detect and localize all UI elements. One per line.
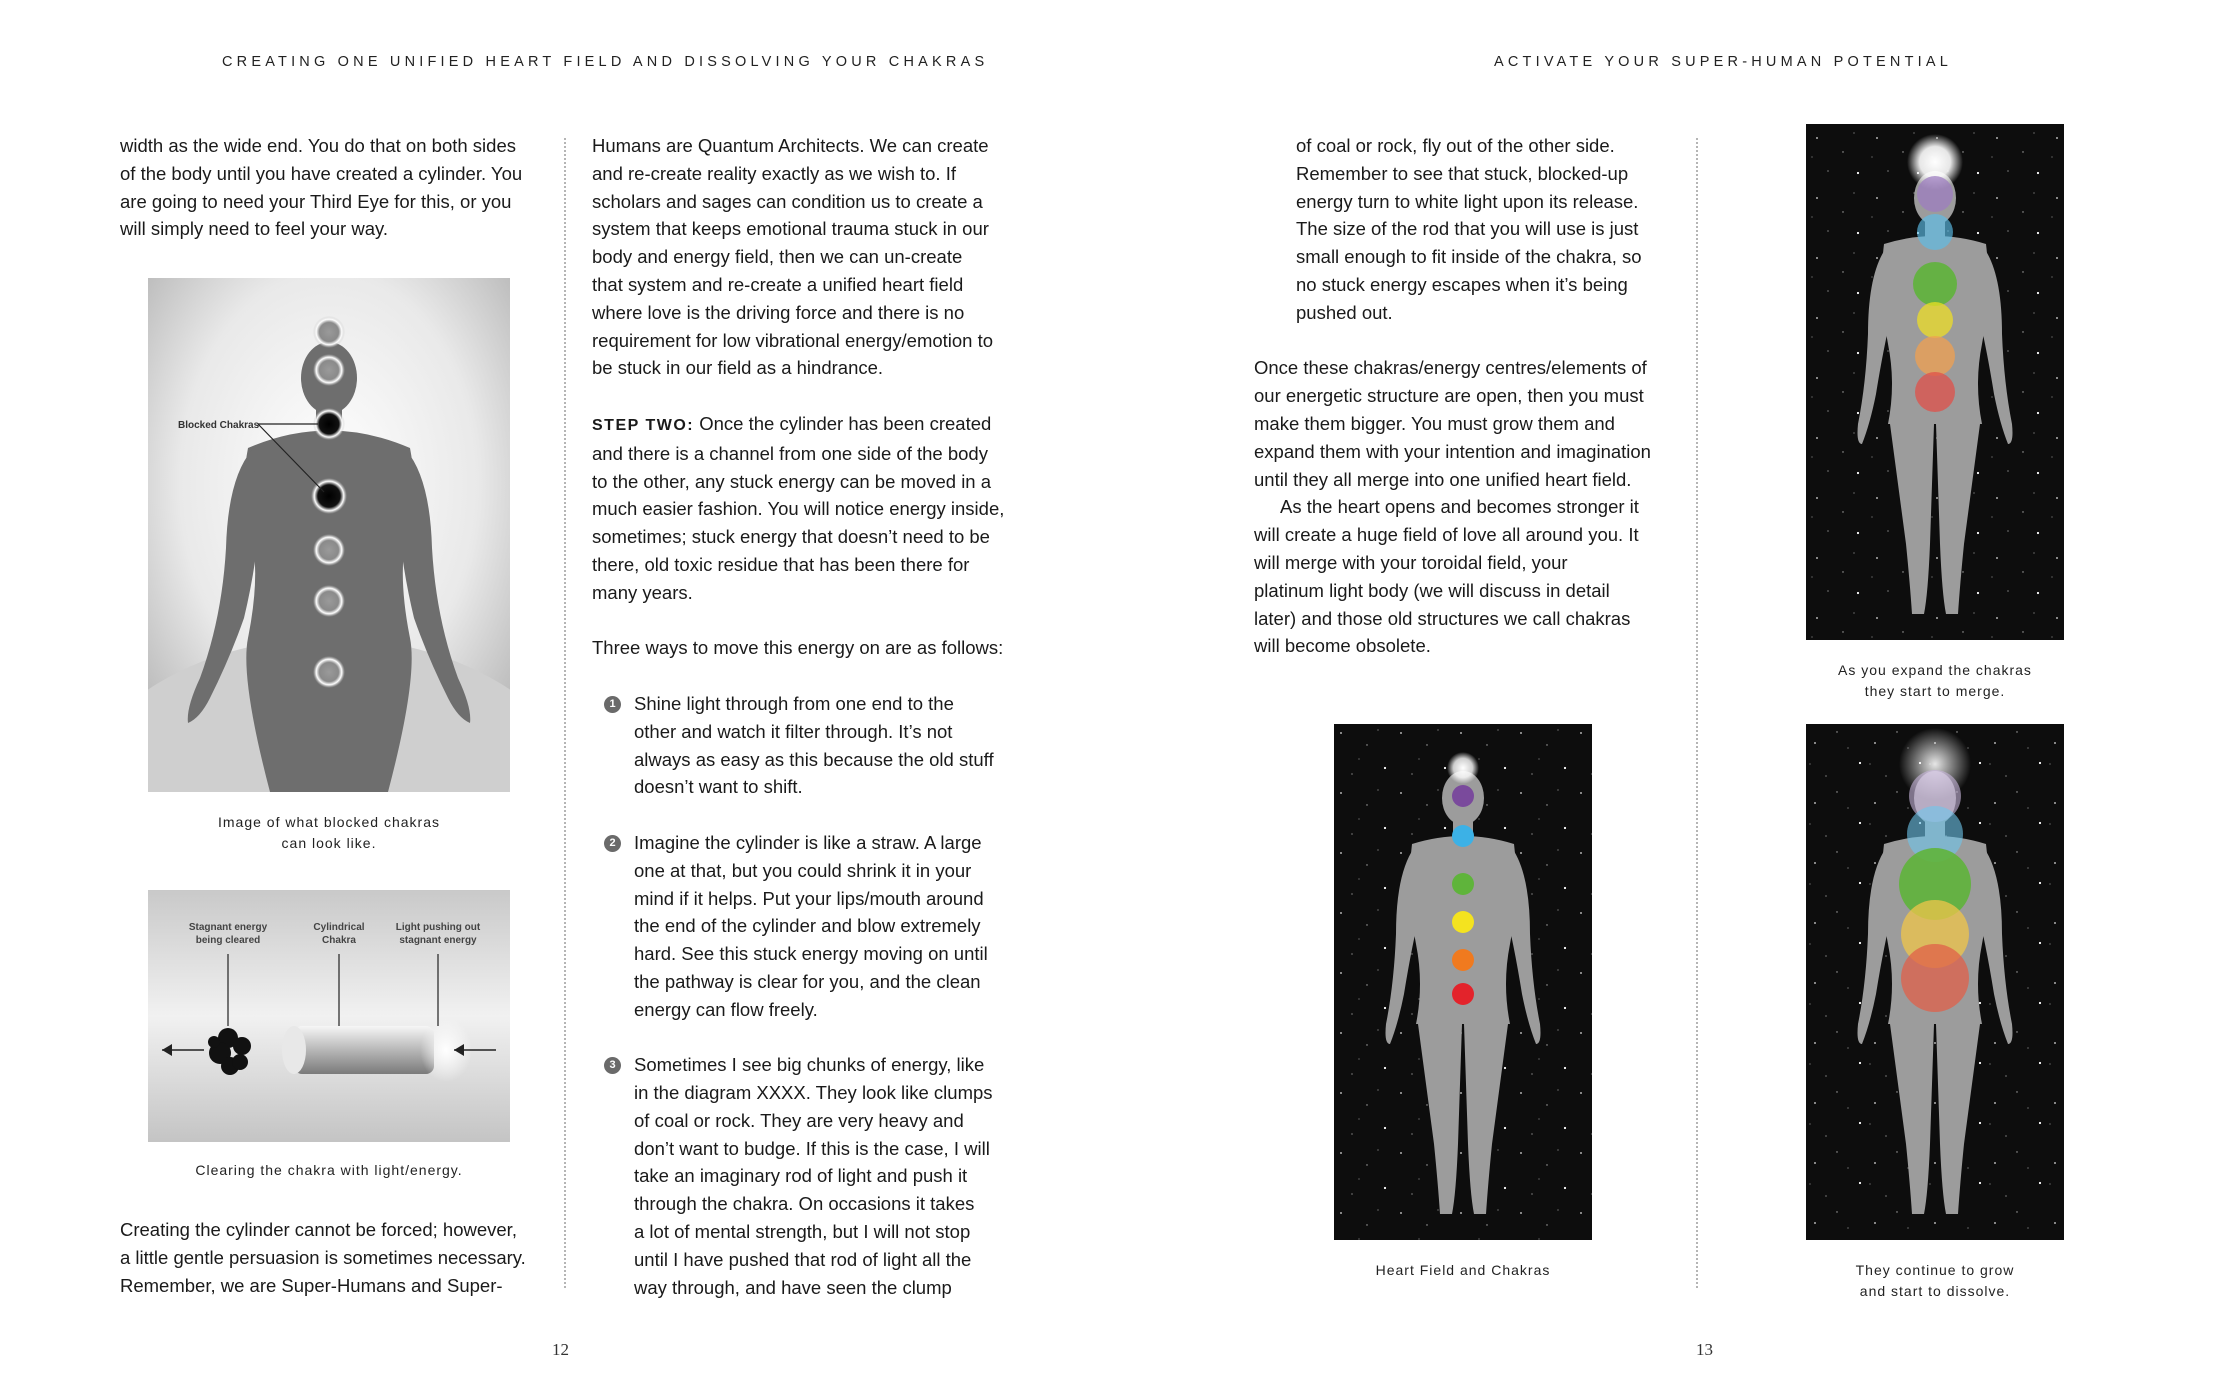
text-line: energy can flow freely. [634,998,818,1020]
text-line: be stuck in our field as a hindrance. [592,357,884,379]
number-bullet-icon: 1 [604,696,621,713]
text-line: Creating the cylinder cannot be forced; however, [120,1219,517,1240]
expanding-chakras-illustration [1806,124,2064,640]
text-line: no stuck energy escapes when it’s being [1296,273,1628,295]
blocked-chakras-label: Blocked Chakras [178,420,260,431]
text-line: through the chakra. On occasions it takes [634,1193,975,1215]
text-line: much easier fashion. You will notice energy inside, [592,498,1005,520]
chakra-orb [313,534,345,566]
text-line: our energetic structure are open, then you must [1254,385,1644,407]
text-line: of coal or rock, fly out of the other side. [1296,135,1615,156]
heart-field-illustration [1334,724,1592,1240]
cylinder-figure [148,890,510,1142]
text-line: that system and re-create a unified heart field [592,273,964,295]
blocked-chakras-illustration [148,278,510,792]
text-span: Once the cylinder has been created [699,412,992,434]
text-line: of the body until you have created a cylinder. You [120,162,523,184]
text-line: many years. [592,581,693,603]
heart-field-caption [1334,1260,1592,1281]
text-line: other and watch it filter through. It’s not [634,720,953,742]
text-line: will create a huge field of love all around you. It [1254,524,1639,546]
dissolving-chakras-caption [1806,1260,2064,1302]
chakra-orb [313,354,345,386]
text-line: way through, and have seen the clump [634,1276,952,1298]
text-line: Three ways to move this energy on are as follows: [592,637,1004,659]
chakra-orb [313,585,345,617]
label-light-pushing-out: Light pushing out [395,922,481,933]
page-number-right: 13 [1696,1340,1713,1359]
text-line: requirement for low vibrational energy/emotion to [592,329,994,351]
text-line: will simply need to feel your way. [120,218,389,240]
number-bullet-icon: 3 [604,1057,621,1074]
label-stagnant-energy-2: stagnant energy [399,935,477,946]
dissolving-chakras-figure [1806,724,2064,1240]
text-line: platinum light body (we will discuss in detail [1254,579,1610,601]
caption-line: As you expand the chakras [1838,662,2032,678]
text-line: body and energy field, then we can un-create [592,246,963,268]
text-line: width as the wide end. You do that on both sides [120,135,516,156]
left-col2-text [592,132,1032,1301]
left-col1-top-text [120,132,540,243]
text-line: don’t want to budge. If this is the case, I will [634,1137,990,1159]
text-line: in the diagram XXXX. They look like clumps [634,1082,993,1104]
text-line: are going to need your Third Eye for this, or you [120,190,512,212]
chakra-orb [313,316,345,348]
caption-line: Image of what blocked chakras [218,814,440,830]
text-line: until they all merge into one unified heart field. [1254,468,1632,490]
list-item [592,690,1032,801]
text-line: doesn’t want to shift. [634,776,803,798]
text-line: the pathway is clear for you, and the clean [634,970,981,992]
step-two-label: STEP TWO: [592,416,695,434]
text-line: mind if it helps. Put your lips/mouth around [634,887,984,909]
text-line: scholars and sages can condition us to create a [592,190,983,212]
blocked-chakras-figure [148,278,510,792]
right-col1-text [1254,132,1694,660]
text-line: of coal or rock. They are very heavy and [634,1109,964,1131]
text-line: small enough to fit inside of the chakra, so [1296,246,1642,268]
text-line: make them bigger. You must grow them and [1254,412,1615,434]
column-divider [564,138,566,1288]
text-line: the end of the cylinder and blow extremely [634,915,981,937]
text-line: a lot of mental strength, but I will not stop [634,1221,971,1243]
caption-line: Clearing the chakra with light/energy. [195,1162,463,1178]
text-line: Imagine the cylinder is like a straw. A large [634,831,982,853]
text-line: Remember to see that stuck, blocked-up [1296,162,1629,184]
text-line: until I have pushed that rod of light all the [634,1248,972,1270]
step-two-line [592,410,1032,440]
text-line: to the other, any stuck energy can be moved in a [592,470,992,492]
text-line: Once these chakras/energy centres/elements of [1254,357,1647,379]
label-being-cleared: being cleared [195,935,261,946]
chakra-orb [313,656,345,688]
text-line: sometimes; stuck energy that doesn’t need to be [592,526,990,548]
text-line: Humans are Quantum Architects. We can create [592,135,989,156]
caption-line: and start to dissolve. [1859,1283,2011,1299]
label-cylindrical: Cylindrical [313,922,365,933]
dissolving-chakras-illustration [1806,724,2064,1240]
cylinder-illustration [148,890,510,1142]
text-line: Remember, we are Super-Humans and Super- [120,1274,503,1296]
text-line: and there is a channel from one side of the body [592,442,988,464]
text-line: energy turn to white light upon its release. [1296,190,1639,212]
text-line: expand them with your intention and imagination [1254,440,1651,462]
text-line: system that keeps emotional trauma stuck in our [592,218,989,240]
list-item [592,829,1032,1024]
column-divider [1696,138,1698,1288]
text-line: and re-create reality exactly as we wish to. If [592,162,956,184]
text-line: hard. See this stuck energy moving on until [634,943,988,965]
caption-line: can look like. [281,835,377,851]
text-line: pushed out. [1296,301,1393,323]
text-line: later) and those old structures we call chakras [1254,607,1631,629]
label-chakra: Chakra [322,935,356,946]
heart-field-figure [1334,724,1592,1240]
text-line: always as easy as this because the old stuff [634,748,994,770]
text-line: where love is the driving force and there is no [592,301,965,323]
text-line: Sometimes I see big chunks of energy, like [634,1054,985,1076]
caption-line: Heart Field and Chakras [1375,1262,1551,1278]
running-header-left: CREATING ONE UNIFIED HEART FIELD AND DISSOLVING YOUR CHAKRAS [222,54,989,70]
left-col1-bottom-text [120,1216,550,1299]
text-line: take an imaginary rod of light and push it [634,1165,968,1187]
text-line: will merge with your toroidal field, your [1254,551,1568,573]
text-line: there, old toxic residue that has been there for [592,553,970,575]
label-stagnant-energy: Stagnant energy [188,922,268,933]
figure2-caption [148,1160,510,1181]
caption-line: they start to merge. [1864,683,2006,699]
expanding-chakras-caption [1806,660,2064,702]
page-number-left: 12 [552,1340,569,1359]
running-header-right: ACTIVATE YOUR SUPER-HUMAN POTENTIAL [1494,54,1952,70]
expanding-chakras-figure [1806,124,2064,640]
text-line: one at that, but you could shrink it in your [634,859,972,881]
text-line: will become obsolete. [1254,635,1431,657]
figure1-caption [148,812,510,854]
caption-line: They continue to grow [1855,1262,2015,1278]
text-line: As the heart opens and becomes stronger it [1280,496,1639,518]
number-bullet-icon: 2 [604,835,621,852]
text-line: Shine light through from one end to the [634,692,954,714]
text-line: a little gentle persuasion is sometimes necessary. [120,1246,526,1268]
list-item [592,1051,1032,1301]
text-line: The size of the rod that you will use is just [1296,218,1639,240]
